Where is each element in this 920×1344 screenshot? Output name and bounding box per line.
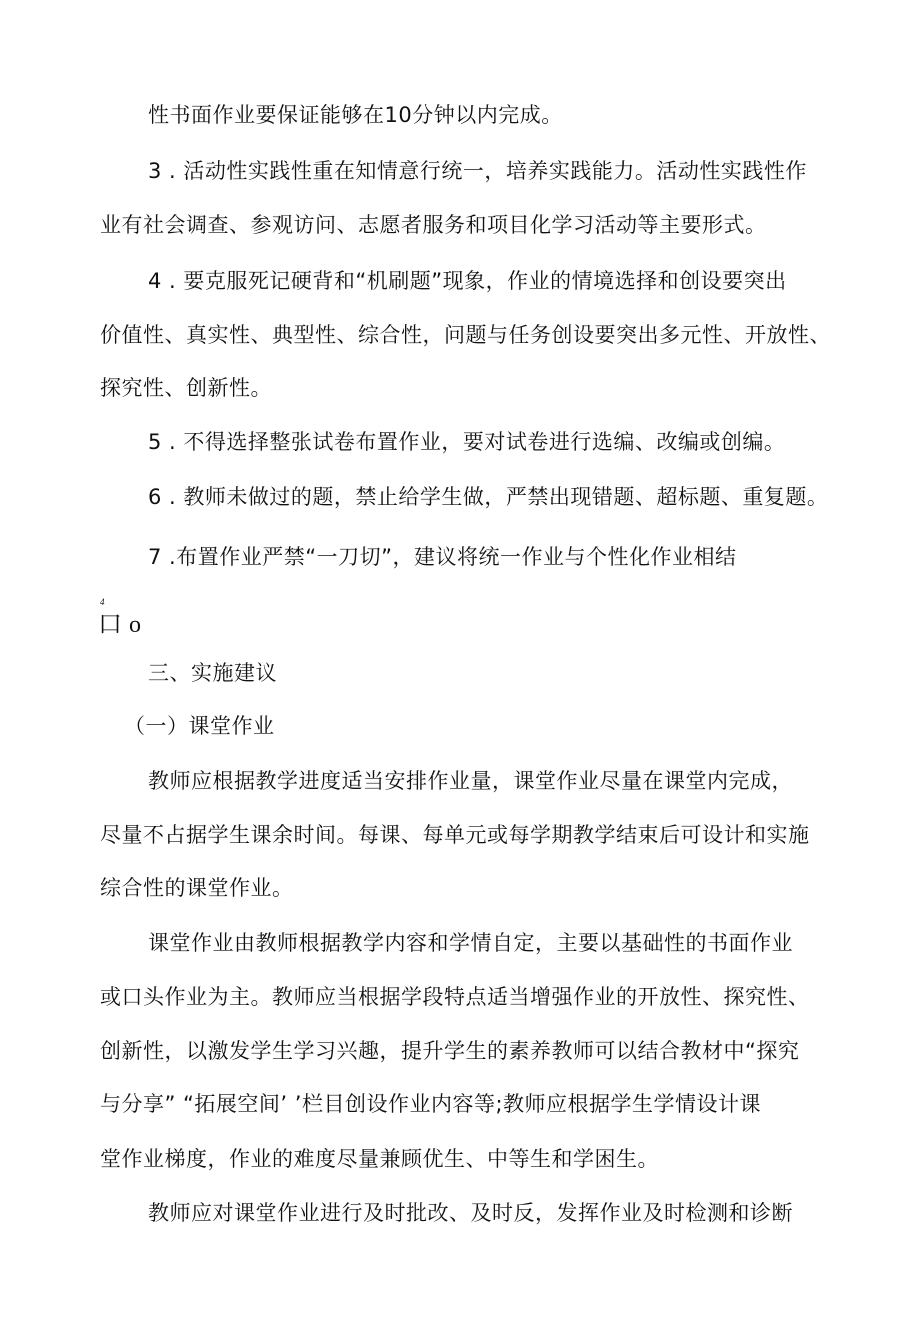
text-line: 综合性的课堂作业。 [100,876,294,900]
text-line: 尽量不占据学生课余时间。每课、每单元或每学期教学结束后可设计和实施 [100,823,810,847]
text-line: 课堂作业由教师根据教学内容和学情自定，主要以基础性的书面作业 [148,931,793,955]
text-line: 或口头作业为主。教师应当根据学段特点适当增强作业的开放性、探究性、 [100,985,810,1009]
text-line: 创新性，以激发学生学习兴趣，提升学生的素养教师可以结合教材中“探究 [100,1039,800,1063]
text-line: 4 . 要克服死记硬背和“机刷题”现象，作业的情境选择和创设要突出 [148,269,787,293]
text-line: 价值性、真实性、典型性、综合性，问题与任务创设要突出多元性、开放性、 [100,323,831,347]
text-line: 5 . 不得选择整张试卷布置作业，要对试卷进行选编、改编或创编。 [148,430,786,454]
text-line: 性书面作业要保证能够在10分钟以内完成。 [148,103,563,127]
text-line: 教师应根据教学进度适当安排作业量，课堂作业尽量在课堂内完成， [148,769,793,793]
stray-mark: 4 [100,597,105,607]
text-line: 与分享” “拓展空间’ ’栏目创设作业内容等;教师应根据学生学情设计课 [100,1092,762,1116]
text-line: 堂作业梯度，作业的难度尽量兼顾优生、中等生和学困生。 [100,1147,659,1171]
section-heading: 三、实施建议 [148,661,277,685]
text-line: 3 . 活动性实践性重在知情意行统一，培养实践能力。活动性实践性作 [148,159,807,183]
text-line: 7 .布置作业严禁“一刀切”，建议将统一作业与个性化作业相结 [148,545,737,569]
text-line: 口 o [98,612,142,638]
text-line: 探究性、创新性。 [100,376,272,400]
text-line: 业有社会调查、参观访问、志愿者服务和项目化学习活动等主要形式。 [100,213,767,237]
text-line: 6 . 教师未做过的题，禁止给学生做，严禁出现错题、超标题、重复题。 [148,485,829,509]
text-line: 教师应对课堂作业进行及时批改、及时反，发挥作业及时检测和诊断 [148,1201,793,1225]
subsection-heading: （一）课堂作业 [124,714,275,738]
